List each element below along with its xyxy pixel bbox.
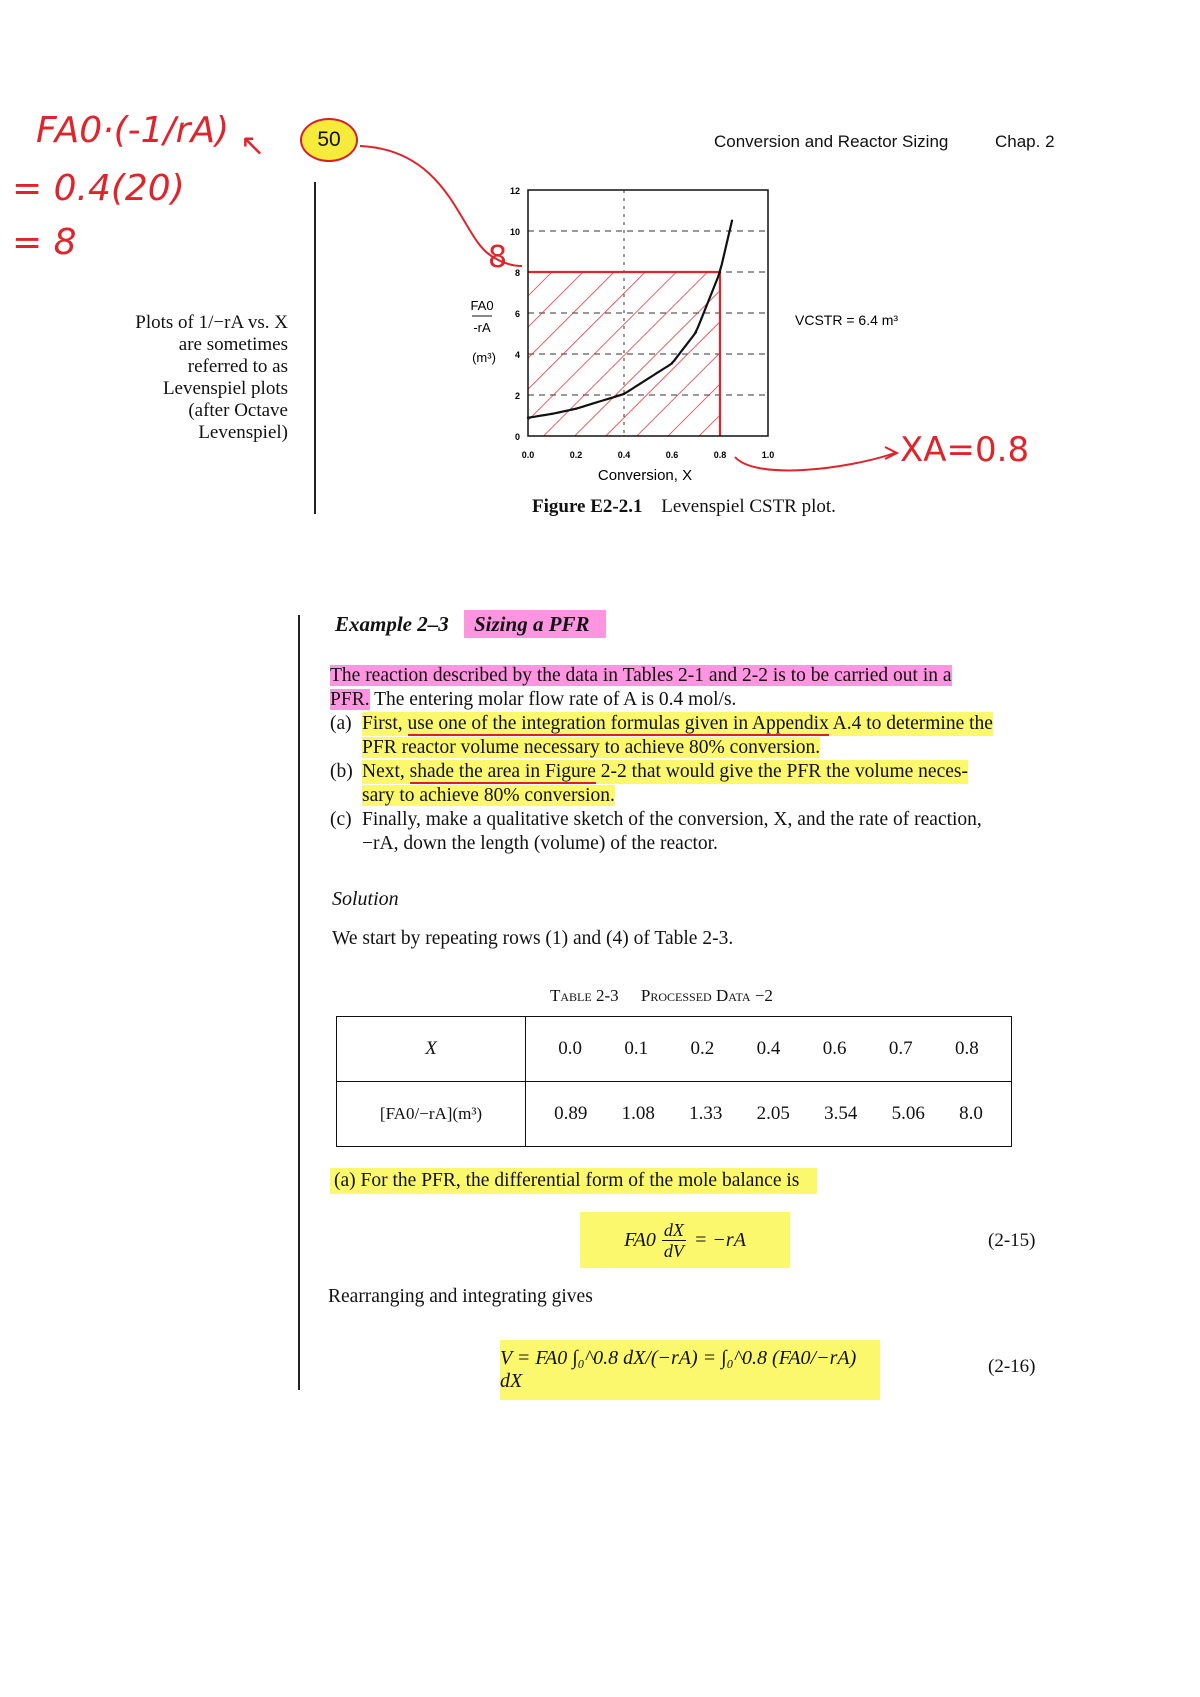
margin-note	[100, 312, 288, 444]
chapter-label: Chap. 2	[995, 132, 1055, 151]
eq1-numerator: dX	[663, 1219, 684, 1240]
xa-arrow	[725, 425, 925, 485]
part-c-line-2: −rA, down the length (volume) of the reactor.	[362, 833, 718, 854]
annotation-curve-arrow	[300, 140, 560, 280]
part-c-line-1: Finally, make a qualitative sketch of the conversion, X, and the rate of reaction,	[362, 809, 982, 830]
row-header-fa0: [FA0/−rA](m³)	[337, 1082, 526, 1147]
part-c-label: (c)	[330, 809, 352, 830]
part-a-statement	[330, 1168, 817, 1194]
running-header: Conversion and Reactor Sizing	[714, 132, 949, 151]
equation-number-2-15: (2-15)	[988, 1230, 1036, 1251]
handwritten-fa0-expression: FA0·(-1/rA)	[36, 110, 230, 151]
data-point	[719, 271, 721, 273]
eq1-denominator: dV	[663, 1240, 684, 1261]
x-tick-label: 0.6	[665, 450, 679, 460]
table-caption-label: Table 2-3	[550, 986, 619, 1005]
data-point	[527, 417, 529, 419]
y-axis-label-units: (m³)	[472, 350, 496, 365]
vcstr-annotation: VCSTR = 6.4 m³	[795, 312, 899, 328]
intro-text: The reaction described by the data in Tables 2-1 and 2-2 is to be carried out in a	[330, 665, 952, 686]
y-axis-label-ra: -rA	[473, 320, 491, 335]
x-tick-label: 1.0	[761, 450, 775, 460]
equation-number-2-16: (2-16)	[988, 1356, 1036, 1377]
table-cell: 2.05	[756, 1103, 790, 1124]
part-b-underlined: shade the area in Figure	[409, 761, 596, 782]
table-cell: 0.4	[756, 1038, 781, 1059]
x-tick-label: 0.0	[521, 450, 535, 460]
handwritten-eight: 8	[488, 240, 508, 275]
rearrange-text: Rearranging and integrating gives	[328, 1286, 593, 1307]
solution-text: We start by repeating rows (1) and (4) of Table 2-3.	[332, 928, 734, 949]
y-tick-label: 4	[514, 350, 520, 360]
part-b-text-2: sary to achieve 80% conversion.	[362, 785, 615, 806]
part-a-line-1	[362, 712, 993, 736]
x-tick-label: 0.2	[569, 450, 583, 460]
equation-2-16: V = FA0 ∫₀^0.8 dX/(−rA) = ∫₀^0.8 (FA0/−rA) dX	[500, 1340, 880, 1400]
shaded-area	[528, 272, 720, 436]
equation-2-15	[580, 1212, 790, 1268]
eq1-lhs: FA0	[624, 1228, 656, 1251]
y-tick-label: 0	[514, 432, 520, 442]
data-point	[695, 331, 697, 333]
example-heading	[335, 612, 606, 637]
table-cell: 1.33	[689, 1103, 723, 1124]
intro-pfr: PFR.	[330, 689, 370, 710]
table-row	[337, 1082, 1012, 1147]
table-row	[337, 1017, 1012, 1082]
row-header-x: X	[337, 1017, 526, 1082]
y-axis-label-fa0: FA0	[470, 298, 494, 313]
part-b-label: (b)	[330, 761, 353, 782]
margin-note-line: referred to as	[187, 356, 288, 377]
handwritten-calc-line: = 0.4(20)	[12, 168, 185, 209]
part-c-item	[330, 808, 1060, 832]
margin-note-line: (after Octave	[188, 400, 288, 421]
solution-heading: Solution	[332, 888, 399, 910]
handwritten-result: = 8	[12, 222, 77, 263]
margin-note-line: are sometimes	[178, 334, 288, 355]
data-point	[671, 362, 673, 364]
table-cell: 0.1	[624, 1038, 649, 1059]
example-body	[330, 664, 1060, 856]
part-a-solution-label: (a)	[334, 1170, 356, 1191]
table-cell: 0.7	[888, 1038, 913, 1059]
part-a-text-2: PFR reactor volume necessary to achieve 80% conversion.	[362, 737, 821, 758]
part-b-pre: Next,	[362, 761, 410, 782]
example-title: Sizing a PFR	[464, 610, 606, 638]
example-label: Example 2–3	[335, 612, 449, 636]
table-cell: 0.2	[690, 1038, 715, 1059]
page-number: 50	[317, 128, 341, 151]
eq1-fraction	[662, 1220, 686, 1261]
data-point	[623, 393, 625, 395]
intro-flow: The entering molar flow rate of A is 0.4 mol/s.	[369, 689, 737, 710]
part-b-post: 2-2 that would give the PFR the volume neces-	[595, 761, 968, 782]
y-tick-label: 2	[514, 391, 520, 401]
intro-line-2	[330, 688, 1060, 712]
table-caption-title: Processed Data −2	[640, 986, 773, 1005]
y-tick-label: 10	[509, 227, 520, 237]
margin-note-line: Levenspiel plots	[162, 378, 288, 399]
part-b-line-1	[362, 760, 968, 784]
part-a-item	[330, 712, 1060, 736]
data-point	[731, 220, 733, 222]
part-a-solution-text: For the PFR, the differential form of the mole balance is	[360, 1170, 800, 1191]
part-a-line-2	[330, 736, 1060, 760]
part-a-label: (a)	[330, 713, 352, 734]
table-caption	[550, 986, 773, 1006]
part-a-pre: First,	[362, 713, 408, 734]
y-tick-label: 6	[514, 309, 520, 319]
eq1-rhs: = −rA	[693, 1228, 746, 1251]
margin-rule-bottom	[298, 615, 300, 1390]
part-a-underlined: use one of the integration formulas given in Appendix	[407, 713, 829, 734]
table-cell: 0.6	[822, 1038, 847, 1059]
table-cell: 0.0	[558, 1038, 582, 1059]
row-values	[526, 1017, 1012, 1082]
part-b-item	[330, 760, 1060, 784]
intro-line-1	[330, 664, 1060, 688]
y-tick-label: 12	[509, 186, 520, 196]
x-axis-label: Conversion, X	[597, 467, 693, 484]
margin-note-line: Levenspiel)	[198, 422, 288, 443]
margin-note-line: Plots of 1/−rA vs. X	[135, 312, 288, 333]
figure-caption	[532, 496, 836, 518]
x-tick-label: 0.4	[617, 450, 631, 460]
part-b-line-2	[330, 784, 1060, 808]
handwritten-xa-note: XA=0.8	[900, 430, 1030, 470]
table-cell: 8.0	[959, 1103, 983, 1124]
part-a-post: A.4 to determine the	[828, 713, 993, 734]
processed-data-table	[336, 1016, 1012, 1147]
y-tick-label: 8	[514, 268, 520, 278]
handwritten-arrow: ↖	[240, 128, 266, 163]
x-tick-label: 0.8	[713, 450, 727, 460]
table-cell: 0.89	[554, 1103, 588, 1124]
table-cell: 0.8	[955, 1038, 979, 1059]
figure-caption-text: Levenspiel CSTR plot.	[661, 496, 836, 517]
table-cell: 3.54	[824, 1103, 858, 1124]
row-values	[526, 1082, 1012, 1147]
table-cell: 1.08	[621, 1103, 655, 1124]
data-point	[575, 408, 577, 410]
data-point	[551, 413, 553, 415]
table-cell: 5.06	[891, 1103, 925, 1124]
figure-label: Figure E2-2.1	[532, 496, 643, 517]
